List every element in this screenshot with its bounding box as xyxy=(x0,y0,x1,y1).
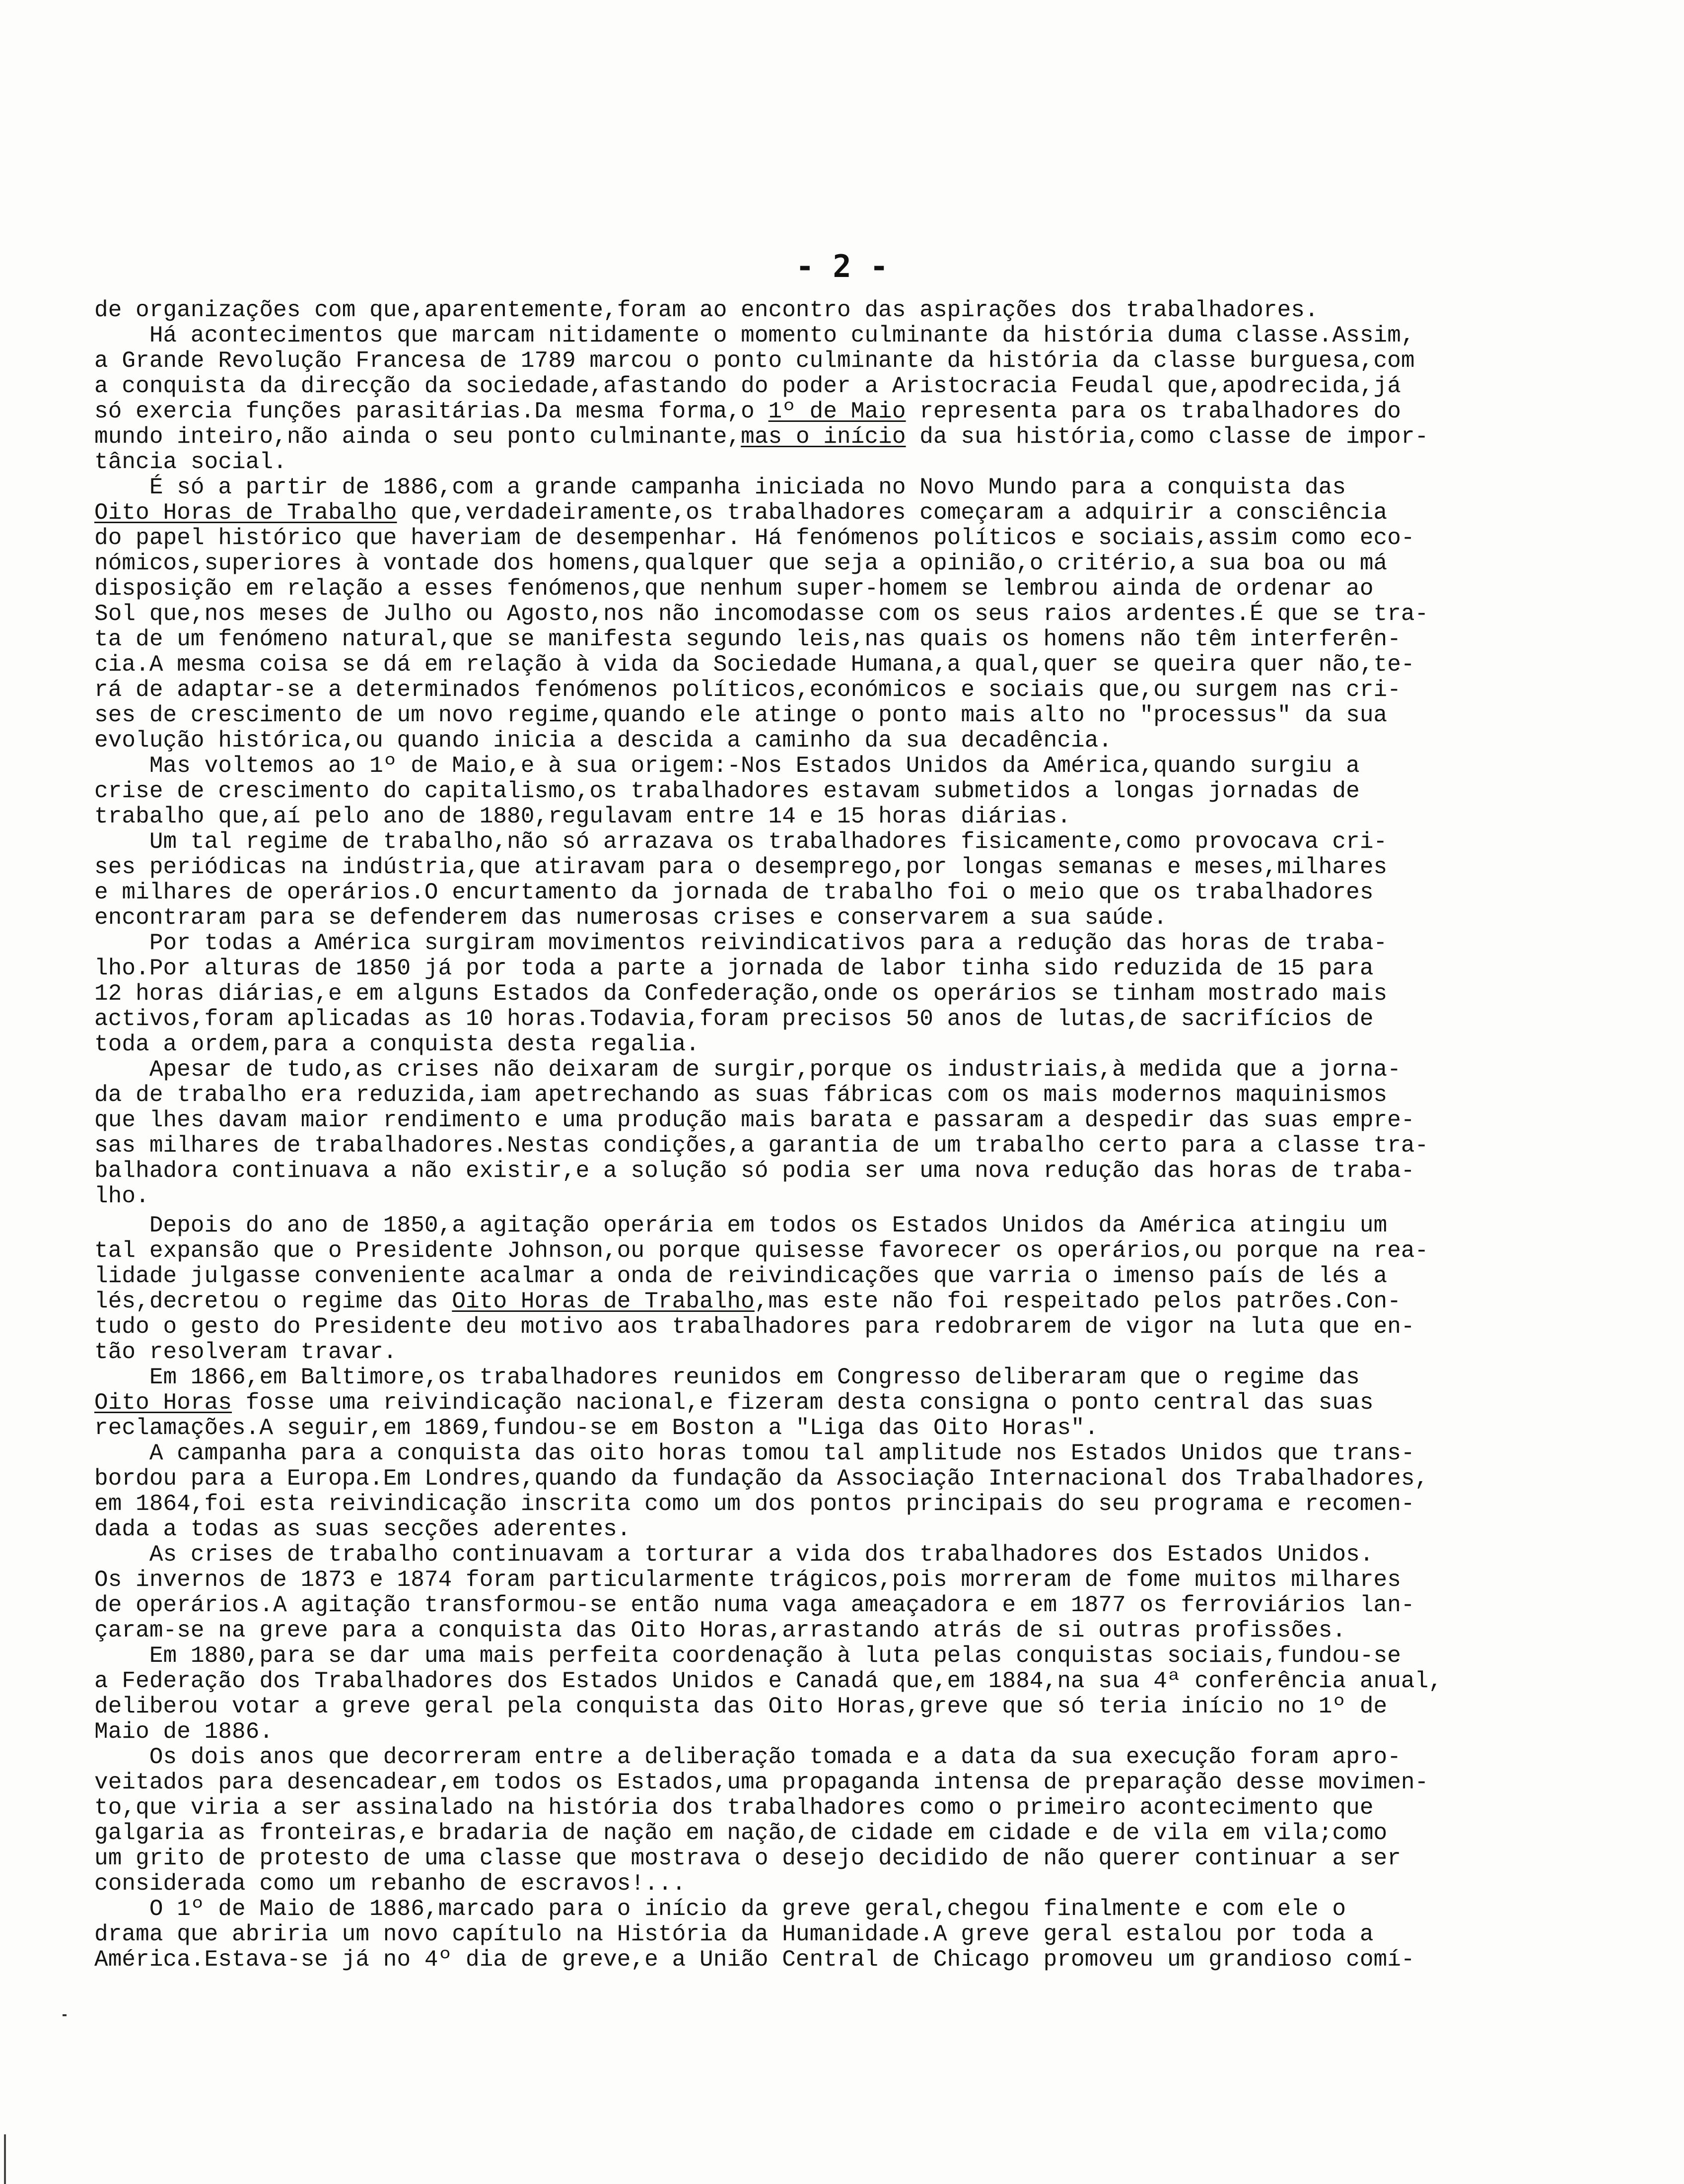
text-segment: mundo inteiro,não ainda o seu ponto culminante, xyxy=(94,424,741,450)
text-line: a Grande Revolução Francesa de 1789 marcou o ponto culminante da história da classe burguesa,com xyxy=(94,348,1415,374)
text-line: É só a partir de 1886,com a grande campanha iniciada no Novo Mundo para a conquista das xyxy=(94,475,1346,500)
text-line: Os invernos de 1873 e 1874 foram particularmente trágicos,pois morreram de fome muitos milhares xyxy=(94,1567,1401,1593)
text-line: Maio de 1886. xyxy=(94,1719,274,1745)
text-segment: ,mas este não foi respeitado pelos patrões.Con- xyxy=(754,1289,1401,1314)
text-line: de organizações com que,aparentemente,foram ao encontro das aspirações dos trabalhadores. xyxy=(94,297,1319,323)
text-line: ses periódicas na indústria,que atiravam para o desemprego,por longas semanas e meses,milhares xyxy=(94,854,1388,880)
text-line: Mas voltemos ao 1º de Maio,e à sua origem:-Nos Estados Unidos da América,quando surgiu a xyxy=(94,753,1360,779)
text-line: ta de um fenómeno natural,que se manifesta segundo leis,nas quais os homens não têm interferên- xyxy=(94,626,1401,652)
text-line: çaram-se na greve para a conquista das Oito Horas,arrastando atrás de si outras profissões. xyxy=(94,1618,1346,1643)
text-line: deliberou votar a greve geral pela conquista das Oito Horas,greve que só teria início no 1º de xyxy=(94,1694,1388,1719)
text-line: e milhares de operários.O encurtamento da jornada de trabalho foi o meio que os trabalhadores xyxy=(94,880,1374,905)
text-line: Em 1880,para se dar uma mais perfeita coordenação à luta pelas conquistas sociais,fundou-se xyxy=(94,1643,1401,1669)
text-segment: da sua história,como classe de impor- xyxy=(906,424,1429,450)
text-line xyxy=(94,500,1604,526)
underlined-phrase: Oito Horas xyxy=(94,1390,232,1416)
text-line: cia.A mesma coisa se dá em relação à vida da Sociedade Humana,a qual,quer se queira quer não,te- xyxy=(94,652,1415,678)
text-line: reclamações.A seguir,em 1869,fundou-se em Boston a "Liga das Oito Horas". xyxy=(94,1415,1099,1441)
text-line: balhadora continuava a não existir,e a solução só podia ser uma nova redução das horas de traba- xyxy=(94,1158,1415,1184)
text-line: to,que viria a ser assinalado na história dos trabalhadores como o primeiro acontecimento que xyxy=(94,1795,1374,1821)
text-line: Apesar de tudo,as crises não deixaram de surgir,porque os industriais,à medida que a jorna- xyxy=(94,1057,1401,1083)
text-line: tudo o gesto do Presidente deu motivo aos trabalhadores para redobrarem de vigor na luta que en- xyxy=(94,1314,1415,1340)
text-segment: representa para os trabalhadores do xyxy=(906,399,1401,424)
text-line: Os dois anos que decorreram entre a deliberação tomada e a data da sua execução foram apro- xyxy=(94,1744,1401,1770)
text-line: a Federação dos Trabalhadores dos Estados Unidos e Canadá que,em 1884,na sua 4ª conferência anual, xyxy=(94,1668,1443,1694)
text-segment: lés,decretou o regime das xyxy=(94,1289,452,1314)
text-line: considerada como um rebanho de escravos!... xyxy=(94,1871,686,1897)
underlined-phrase: Oito Horas de Trabalho xyxy=(452,1289,755,1314)
typewritten-body-text xyxy=(94,298,1604,1973)
text-line: rá de adaptar-se a determinados fenómenos políticos,económicos e sociais que,ou surgem nas cri- xyxy=(94,677,1401,703)
text-line: ses de crescimento de um novo regime,quando ele atinge o ponto mais alto no "processus" da sua xyxy=(94,702,1388,728)
text-segment: fosse uma reivindicação nacional,e fizeram desta consigna o ponto central das suas xyxy=(232,1390,1374,1416)
text-line: activos,foram aplicadas as 10 horas.Todavia,foram precisos 50 anos de lutas,de sacrifícios de xyxy=(94,1006,1374,1032)
underlined-phrase: 1º de Maio xyxy=(768,399,906,424)
text-line: Por todas a América surgiram movimentos reivindicativos para a redução das horas de traba- xyxy=(94,930,1388,956)
text-segment: que,verdadeiramente,os trabalhadores começaram a adquirir a consciência xyxy=(397,500,1388,526)
text-line: drama que abriria um novo capítulo na História da Humanidade.A greve geral estalou por toda a xyxy=(94,1921,1374,1947)
text-line xyxy=(94,1390,1604,1416)
text-line: disposição em relação a esses fenómenos,que nenhum super-homem se lembrou ainda de ordenar ao xyxy=(94,576,1374,602)
text-line: um grito de protesto de uma classe que mostrava o desejo decidido de não querer continuar a ser xyxy=(94,1845,1401,1871)
text-line: 12 horas diárias,e em alguns Estados da Confederação,onde os operários se tinham mostrado mais xyxy=(94,981,1388,1007)
text-line: As crises de trabalho continuavam a torturar a vida dos trabalhadores dos Estados Unidos. xyxy=(94,1542,1374,1568)
text-line: a conquista da direcção da sociedade,afastando do poder a Aristocracia Feudal que,apodrecida,já xyxy=(94,373,1401,399)
text-line: tal expansão que o Presidente Johnson,ou porque quisesse favorecer os operários,ou porque na rea- xyxy=(94,1238,1429,1264)
text-line: crise de crescimento do capitalismo,os trabalhadores estavam submetidos a longas jornadas de xyxy=(94,778,1360,804)
text-line: tância social. xyxy=(94,449,287,475)
text-line xyxy=(94,424,1604,450)
text-line: Sol que,nos meses de Julho ou Agosto,nos não incomodasse com os seus raios ardentes.É que se tra- xyxy=(94,601,1429,627)
underlined-phrase: Oito Horas de Trabalho xyxy=(94,500,397,526)
page-edge-mark xyxy=(4,2134,6,2184)
text-line: bordou para a Europa.Em Londres,quando da fundação da Associação Internacional dos Trabalhadores, xyxy=(94,1466,1429,1492)
text-line: de operários.A agitação transformou-se então numa vaga ameaçadora e em 1877 os ferroviários lan- xyxy=(94,1592,1415,1618)
text-line: em 1864,foi esta reivindicação inscrita como um dos pontos principais do seu programa e recomen- xyxy=(94,1491,1415,1517)
text-line: O 1º de Maio de 1886,marcado para o início da greve geral,chegou finalmente e com ele o xyxy=(94,1896,1346,1922)
text-line: tão resolveram travar. xyxy=(94,1339,397,1365)
text-line: Em 1866,em Baltimore,os trabalhadores reunidos em Congresso deliberaram que o regime das xyxy=(94,1365,1360,1390)
text-line: encontraram para se defenderem das numerosas crises e conservarem a sua saúde. xyxy=(94,905,1167,931)
text-line: galgaria as fronteiras,e bradaria de nação em nação,de cidade em cidade e de vila em vila;como xyxy=(94,1820,1388,1846)
text-line xyxy=(94,1289,1604,1314)
text-line: Há acontecimentos que marcam nitidamente o momento culminante da história duma classe.Assim, xyxy=(94,323,1415,348)
text-line: sas milhares de trabalhadores.Nestas condições,a garantia de um trabalho certo para a classe tra- xyxy=(94,1133,1429,1159)
text-line: Um tal regime de trabalho,não só arrazava os trabalhadores fisicamente,como provocava cri- xyxy=(94,829,1388,855)
text-line: do papel histórico que haveriam de desempenhar. Há fenómenos políticos e sociais,assim como eco- xyxy=(94,525,1415,551)
text-line: lho.Por alturas de 1850 já por toda a parte a jornada de labor tinha sido reduzida de 15 para xyxy=(94,956,1374,981)
text-line: trabalho que,aí pelo ano de 1880,regulavam entre 14 e 15 horas diárias. xyxy=(94,804,1071,829)
text-line: lidade julgasse conveniente acalmar a onda de reivindicações que varria o imenso país de lés a xyxy=(94,1263,1388,1289)
text-line: toda a ordem,para a conquista desta regalia. xyxy=(94,1031,700,1057)
text-line: A campanha para a conquista das oito horas tomou tal amplitude nos Estados Unidos que trans- xyxy=(94,1440,1415,1466)
text-line: veitados para desencadear,em todos os Estados,uma propaganda intensa de preparação desse movimen- xyxy=(94,1770,1429,1795)
text-line: nómicos,superiores à vontade dos homens,qualquer que seja a opinião,o critério,a sua boa ou má xyxy=(94,550,1388,576)
text-line: América.Estava-se já no 4º dia de greve,e a União Central de Chicago promoveu um grandioso comí- xyxy=(94,1947,1415,1973)
page-number: - 2 - xyxy=(795,248,889,284)
text-line: da de trabalho era reduzida,iam apetrechando as suas fábricas com os mais modernos maquinismos xyxy=(94,1082,1388,1108)
underlined-phrase: mas o início xyxy=(741,424,906,450)
text-line: dada a todas as suas secções aderentes. xyxy=(94,1516,631,1542)
text-line xyxy=(94,399,1604,424)
margin-mark xyxy=(63,2014,67,2016)
text-line: que lhes davam maior rendimento e uma produção mais barata e passaram a despedir das suas empre- xyxy=(94,1107,1415,1133)
text-line: Depois do ano de 1850,a agitação operária em todos os Estados Unidos da América atingiu um xyxy=(94,1213,1388,1238)
text-line: evolução histórica,ou quando inicia a descida a caminho da sua decadência. xyxy=(94,728,1113,753)
text-line: lho. xyxy=(94,1183,149,1209)
text-segment: só exercia funções parasitárias.Da mesma forma,o xyxy=(94,399,769,424)
